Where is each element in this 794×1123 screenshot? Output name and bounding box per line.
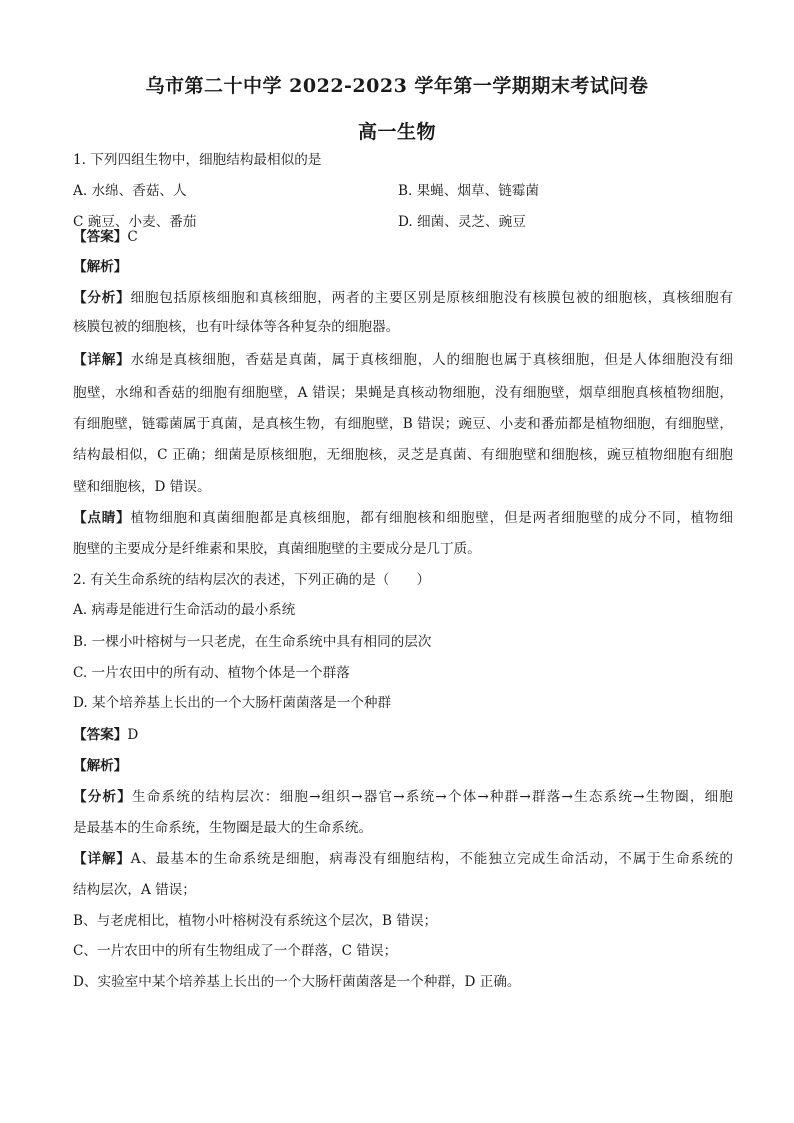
q2-answer-line [73,726,733,744]
exam-subtitle: 高一生物 [357,121,436,143]
q1-stem: 1. 下列四组生物中，细胞结构最相似的是 [73,152,322,168]
q1-option-a: A. 水绵、香菇、人 [73,183,187,199]
q1-jiexi [73,258,733,276]
q1-option-d: D. 细菌、灵芝、豌豆 [398,214,526,230]
q1-xiangjie-line-3: 有细胞壁，链霉菌属于真菌，是真核生物，有细胞壁，B 错误；豌豆、小麦和番茄都是植物细胞，有细胞壁， [73,416,733,432]
q2-jiexi-tag: 【解析】 [73,758,128,774]
q1-dianjing-tag: 【点睛】 [73,510,131,526]
q2-xiangjie-line-5: D、实验室中某个培养基上长出的一个大肠杆菌菌落是一个种群，D 正确。 [73,974,521,990]
q2-fenxi-line-1: 【分析】生命系统的结构层次：细胞→组织→器官→系统→个体→种群→群落→生态系统→生物圈，细胞 [73,789,733,805]
q1-xiangjie-tag: 【详解】 [73,352,131,368]
q2-xiangjie-tag: 【详解】 [73,851,131,867]
q1-fenxi-line-2: 核膜包被的细胞核，也有叶绿体等各种复杂的细胞器。 [73,319,400,335]
q1-option-c: C 豌豆、小麦、番茄 [73,214,197,230]
q2-xiangjie-line-3: B、与老虎相比，植物小叶榕树没有系统这个层次，B 错误； [73,913,438,929]
q2-fenxi-tag: 【分析】 [73,789,133,805]
q1-answer-tag: 【答案】 [73,229,128,245]
q1-xiangjie-line-5: 壁和细胞核，D 错误。 [73,479,211,495]
q2-option-d: D. 某个培养基上长出的一个大肠杆菌菌落是一个种群 [73,695,392,711]
q2-option-c: C. 一片农田中的所有动、植物个体是一个群落 [73,665,350,681]
q1-xiangjie-line-1: 【详解】水绵是真核细胞，香菇是真菌，属于真核细胞，人的细胞也属于真核细胞，但是人体细胞没有细 [73,352,734,368]
q2-option-a: A. 病毒是能进行生命活动的最小系统 [73,602,296,618]
q1-xiangjie-line-4: 结构最相似，C 正确；细菌是原核细胞，无细胞核，灵芝是真菌、有细胞壁和细胞核，豌豆植物细胞有细胞 [73,447,733,463]
q2-xiangjie-line-1: 【详解】A、最基本的生命系统是细胞，病毒没有细胞结构，不能独立完成生命活动，不属于生命系统的 [73,851,733,867]
q1-dianjing-line-1: 【点睛】植物细胞和真菌细胞都是真核细胞，都有细胞核和细胞壁，但是两者细胞壁的成分不同，植物细 [73,510,734,526]
q1-answer-value: C [127,229,138,245]
q2-fenxi-line-2: 是最基本的生命系统，生物圈是最大的生命系统。 [73,820,373,836]
q2-option-b: B. 一棵小叶榕树与一只老虎，在生命系统中具有相同的层次 [73,634,432,650]
q1-xiangjie-line-2: 胞壁，水绵和香菇的细胞有细胞壁，A 错误；果蝇是真核动物细胞，没有细胞壁，烟草细胞真核植物细胞， [73,385,733,401]
q2-answer-tag: 【答案】 [73,727,128,743]
q2-xiangjie-line-2: 结构层次，A 错误； [73,882,196,898]
q1-answer-line [73,228,733,246]
q2-answer-value: D [127,727,139,743]
q1-dianjing-line-2: 胞壁的主要成分是纤维素和果胶，真菌细胞壁的主要成分是几丁质。 [73,541,481,557]
q1-fenxi-tag: 【分析】 [73,290,131,306]
q1-jiexi-tag: 【解析】 [73,259,128,275]
q1-option-b: B. 果蝇、烟草、链霉菌 [398,183,539,199]
q2-xiangjie-line-4: C、一片农田中的所有生物组成了一个群落，C 错误； [73,943,398,959]
q1-fenxi-line-1: 【分析】细胞包括原核细胞和真核细胞，两者的主要区别是原核细胞没有核膜包被的细胞核，真核细胞有 [73,290,734,306]
q2-jiexi [73,757,733,775]
exam-title: 乌市第二十中学 2022-2023 学年第一学期期末考试问卷 [145,75,649,97]
q2-stem: 2. 有关生命系统的结构层次的表述，下列正确的是（ ） [73,572,431,588]
